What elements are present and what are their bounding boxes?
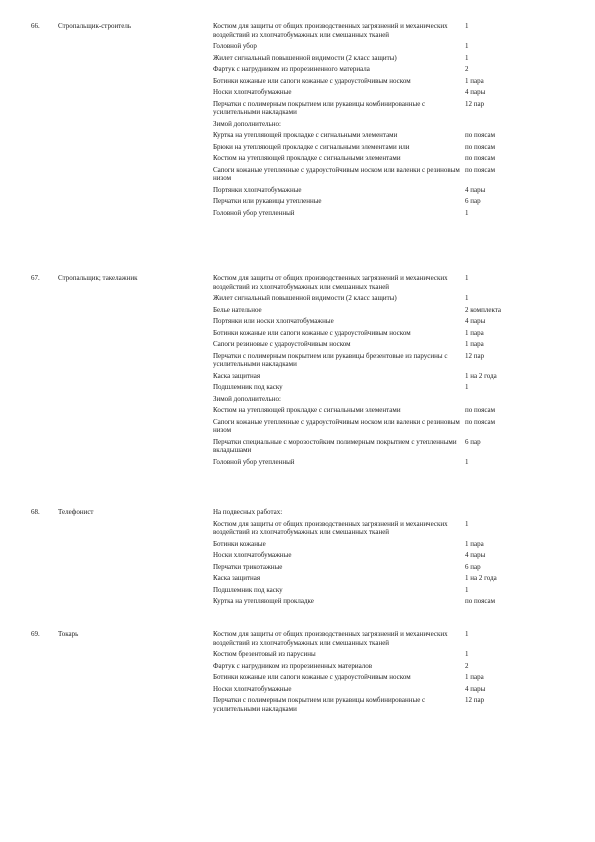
issue-norm: 1: [465, 585, 469, 594]
issue-norm: 4 пары: [465, 317, 486, 326]
ppe-item: Носки хлопчатобумажные: [213, 684, 292, 693]
ppe-item: Сапоги кожаные утепленные с удароустойчивым носком или валенки с резиновым низом: [213, 165, 460, 183]
issue-norm: по поясам: [465, 165, 496, 174]
issue-norm: 4 пары: [465, 551, 486, 560]
ppe-item: Головной убор утепленный: [213, 208, 295, 217]
ppe-item: Подшлемник под каску: [213, 585, 283, 594]
ppe-item: Перчатки специальные с морозостойким полимерным покрытием с утепленными вкладышами: [213, 437, 457, 455]
issue-norm: 1: [465, 208, 469, 217]
profession-name: Токарь: [58, 630, 79, 638]
row-number: 67.: [31, 274, 40, 282]
ppe-item: Головной убор утепленный: [213, 457, 295, 466]
issue-norm: 1: [465, 274, 469, 282]
issue-norm: 1: [465, 650, 469, 659]
ppe-item: Каска защитная: [213, 371, 261, 380]
ppe-item: Ботинки кожаные: [213, 539, 266, 548]
issue-norm: 1: [465, 22, 469, 30]
issue-norm: по поясам: [465, 406, 496, 415]
profession-name: Стропальщик-строитель: [58, 22, 132, 30]
profession-name: Телефонист: [58, 508, 94, 516]
issue-norm: 1 на 2 года: [465, 574, 497, 583]
ppe-item: Ботинки кожаные или сапоги кожаные с удароустойчивым носком: [213, 328, 411, 337]
ppe-item: Фартук с нагрудником из прорезиненного материала: [213, 65, 370, 74]
issue-norm: 2: [465, 661, 469, 670]
issue-norm: 4 пары: [465, 88, 486, 97]
issue-norm: 2 комплекта: [465, 305, 501, 314]
ppe-item: Подшлемник под каску: [213, 383, 283, 392]
issue-norm: 1: [465, 630, 469, 638]
issue-norm: 12 пар: [465, 99, 485, 108]
issue-norm: 6 пар: [465, 197, 481, 206]
ppe-item: Куртка на утепляющей прокладке с сигнальными элементами: [213, 131, 398, 140]
issue-norm: 4 пары: [465, 185, 486, 194]
issue-norm: по поясам: [465, 142, 496, 151]
issue-norm: 1: [465, 383, 469, 392]
ppe-item: Костюм на утепляющей прокладке с сигнальными элементами: [213, 154, 401, 163]
ppe-item: Костюм для защиты от общих производственных загрязнений и механических воздействий из хлопчатобумажных или смешанных тканей: [213, 630, 448, 647]
ppe-item: Брюки на утепляющей прокладке с сигнальными элементами или: [213, 142, 410, 151]
ppe-item: Костюм для защиты от общих производственных загрязнений и механических воздействий из хлопчатобумажных или смешанных тканей: [213, 519, 448, 537]
issue-norm: 1 пара: [465, 340, 484, 349]
ppe-item: Портянки хлопчатобумажные: [213, 185, 302, 194]
issue-norm: 1 пара: [465, 328, 484, 337]
ppe-item: Костюм для защиты от общих производственных загрязнений и механических воздействий из хлопчатобумажных или смешанных тканей: [213, 22, 448, 39]
issue-norm: 1 пара: [465, 673, 484, 682]
issue-norm: 1: [465, 519, 469, 528]
ppe-item: Перчатки с полимерным покрытием или рукавицы комбинированные с усилительными накладками: [213, 99, 426, 117]
ppe-item: На подвесных работах:: [213, 508, 283, 516]
ppe-item: Зимой дополнительно:: [213, 119, 281, 128]
ppe-item: Ботинки кожаные или сапоги кожаные с удароустойчивым носком: [213, 76, 411, 85]
ppe-item: Белье нательное: [213, 305, 262, 314]
ppe-item: Костюм для защиты от общих производственных загрязнений и механических воздействий из хлопчатобумажных или смешанных тканей: [213, 274, 448, 291]
issue-norm: 1: [465, 457, 469, 466]
issue-norm: 1: [465, 42, 469, 51]
ppe-item: Жилет сигнальный повышенной видимости (2 класс защиты): [213, 294, 397, 303]
issue-norm: по поясам: [465, 154, 496, 163]
ppe-item: Костюм на утепляющей прокладке с сигнальными элементами: [213, 406, 401, 415]
issue-norm: по поясам: [465, 597, 496, 606]
issue-norm: 4 пары: [465, 684, 486, 693]
issue-norm: 1 на 2 года: [465, 371, 497, 380]
issue-norm: по поясам: [465, 417, 496, 426]
issue-norm: 12 пар: [465, 696, 485, 705]
profession-name: Стропальщик; такелажник: [58, 274, 138, 282]
ppe-item: Каска защитная: [213, 574, 261, 583]
row-number: 69.: [31, 630, 40, 638]
issue-norm: 6 пар: [465, 562, 481, 571]
issue-norm: 12 пар: [465, 351, 485, 360]
ppe-item: Портянки или носки хлопчатобумажные: [213, 317, 334, 326]
issue-norm: 2: [465, 65, 469, 74]
ppe-item: Сапоги резиновые с удароустойчивым носком: [213, 340, 351, 349]
ppe-item: Носки хлопчатобумажные: [213, 88, 292, 97]
ppe-item: Носки хлопчатобумажные: [213, 551, 292, 560]
issue-norm: по поясам: [465, 131, 496, 140]
ppe-item: Жилет сигнальный повышенной видимости (2 класс защиты): [213, 53, 397, 62]
ppe-item: Перчатки с полимерным покрытием или рукавицы брезентовые из парусины с усилительными накладками: [213, 351, 448, 369]
row-number: 66.: [31, 22, 40, 30]
row-number: 68.: [31, 508, 40, 516]
ppe-item: Сапоги кожаные утепленные с удароустойчивым носком или валенки с резиновым низом: [213, 417, 460, 435]
issue-norm: 1: [465, 294, 469, 303]
issue-norm: 1 пара: [465, 539, 484, 548]
ppe-item: Перчатки с полимерным покрытием или рукавицы комбинированные с усилительными накладками: [213, 696, 426, 713]
issue-norm: 6 пар: [465, 437, 481, 446]
ppe-item: Перчатки или рукавицы утепленные: [213, 197, 322, 206]
issue-norm: 1: [465, 53, 469, 62]
ppe-item: Перчатки трикотажные: [213, 562, 283, 571]
ppe-item: Ботинки кожаные или сапоги кожаные с удароустойчивым носком: [213, 673, 411, 682]
issue-norm: 1 пара: [465, 76, 484, 85]
ppe-item: Куртка на утепляющей прокладке: [213, 597, 314, 606]
ppe-item: Зимой дополнительно:: [213, 394, 281, 403]
ppe-item: Головной убор: [213, 42, 257, 51]
ppe-item: Костюм брезентовый из парусины: [213, 650, 316, 659]
ppe-item: Фартук с нагрудником из прорезиненных материалов: [213, 661, 373, 670]
